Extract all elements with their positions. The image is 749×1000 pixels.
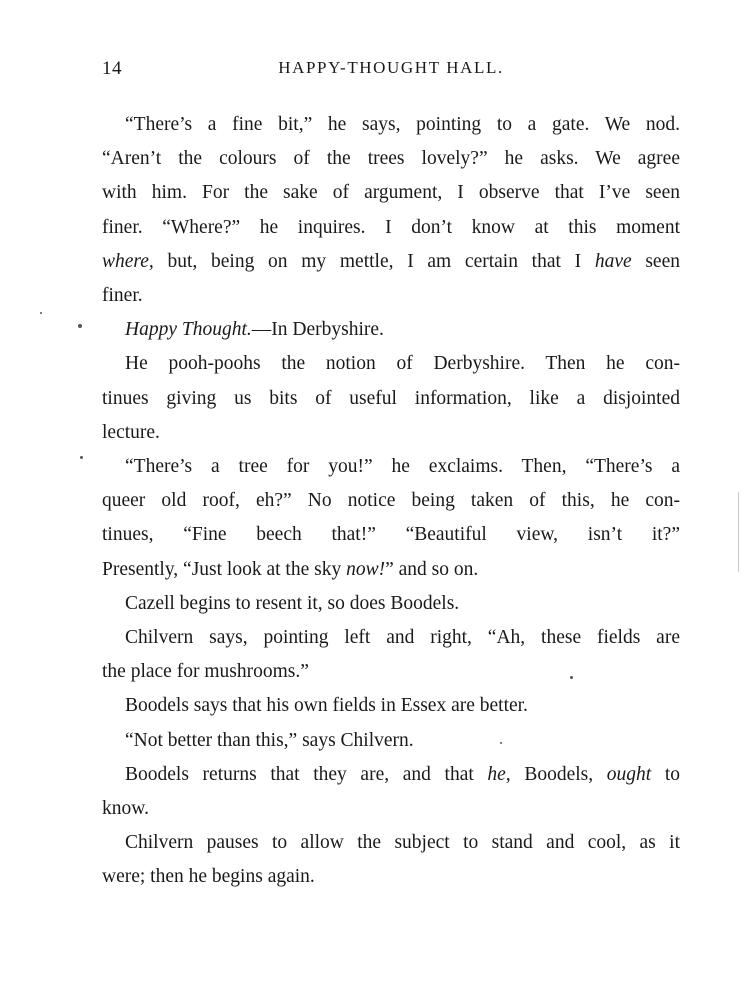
italic-word: now!	[346, 558, 386, 580]
text-line: Chilvern pauses to allow the subject to stand and cool, as it	[125, 832, 680, 854]
scan-edge-line	[738, 492, 739, 572]
text-line: “There’s a tree for you!” he exclaims. Then, “There’s a	[125, 456, 680, 478]
paragraph	[102, 587, 680, 621]
paragraph	[102, 758, 680, 826]
text-line-with-italics: Happy Thought.—In Derbyshire.	[125, 319, 384, 341]
text-line: tinues, “Fine beech that!” “Beautiful view, isn’t it?”	[102, 524, 680, 546]
text-line: Boodels says that his own fields in Essex are better.	[125, 695, 528, 717]
italic-word: ought	[606, 763, 652, 785]
text-line: finer.	[102, 285, 143, 307]
paragraph	[102, 450, 680, 587]
scan-speck	[78, 324, 82, 328]
text-line: “There’s a fine bit,” he says, pointing to a gate. We nod.	[125, 114, 680, 135]
italic-word: have	[594, 250, 632, 272]
scan-speck	[80, 456, 83, 459]
text-line: with him. For the sake of argument, I observe that I’ve seen	[102, 182, 680, 204]
text-line-with-italics: Boodels returns that they are, and that he, Boodels, ought to	[125, 763, 680, 785]
paragraph	[102, 313, 680, 347]
text-line: tinues giving us bits of useful information, like a disjointed	[102, 387, 680, 409]
text-line: finer. “Where?” he inquires. I don’t know at this moment	[102, 216, 680, 238]
paragraph	[102, 826, 680, 894]
italic-word: where,	[102, 250, 154, 272]
paragraph	[102, 347, 680, 450]
scan-speck	[40, 312, 42, 314]
italic-phrase: Happy Thought.	[125, 319, 252, 341]
paragraph	[102, 108, 680, 313]
text-line: know.	[102, 798, 149, 820]
body-text	[102, 108, 680, 895]
text-line: the place for mushrooms.”	[102, 661, 309, 683]
italic-word: he,	[487, 763, 511, 785]
running-title: HAPPY-THOUGHT HALL.	[278, 58, 504, 77]
text-line: lecture.	[102, 421, 160, 443]
text-line: Chilvern says, pointing left and right, “Ah, these fields are	[125, 627, 680, 649]
text-line: “Not better than this,” says Chilvern.	[125, 729, 414, 751]
text-line: queer old roof, eh?” No notice being taken of this, he con-	[102, 490, 680, 512]
page-header	[102, 58, 680, 88]
text-line: were; then he begins again.	[102, 866, 315, 888]
text-line-with-italics: Presently, “Just look at the sky now!” and so on.	[102, 558, 479, 580]
text-line-with-italics: where, but, being on my mettle, I am certain that I have seen	[102, 250, 680, 272]
paragraph	[102, 621, 680, 689]
scan-speck	[500, 742, 502, 744]
paragraph	[102, 689, 680, 723]
page-number: 14	[102, 58, 122, 79]
scan-speck	[570, 676, 573, 679]
text-line: “Aren’t the colours of the trees lovely?” he asks. We agree	[102, 148, 680, 170]
paragraph	[102, 724, 680, 758]
text-line: Cazell begins to resent it, so does Boodels.	[125, 592, 460, 614]
text-line: He pooh-poohs the notion of Derbyshire. Then he con-	[125, 353, 680, 375]
